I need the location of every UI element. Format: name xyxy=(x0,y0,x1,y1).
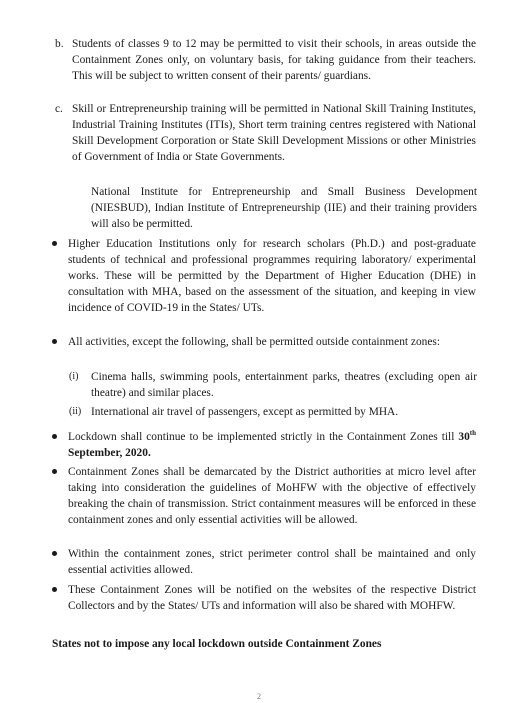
lockdown-date: 30th September, 2020. xyxy=(68,429,476,459)
bullet-text: Lockdown shall continue to be implemented strictly in the Containment Zones till xyxy=(68,431,459,443)
list-item-c xyxy=(55,101,476,165)
paragraph-niesbud xyxy=(91,184,477,232)
bullet-text: Within the containment zones, strict perimeter control shall be maintained and only essential activities allowed. xyxy=(68,548,476,576)
bullet-text: Higher Education Institutions only for research scholars (Ph.D.) and post-graduate students of technical and professional programmes requiring laboratory/ experimental works. These will be permitted by the Department of Higher Education (DHE) in consultation with MHA, based on the assessment of the situation, and keeping in view incidence of COVID-19 in the States/ UTs. xyxy=(68,238,476,314)
bullet-item xyxy=(68,546,476,578)
bullet-item xyxy=(68,334,476,350)
bullet-icon xyxy=(52,469,57,474)
list-item-text: Skill or Entrepreneurship training will be permitted in National Skill Training Institutes, Industrial Training Institutes (ITIs), Short term training centres registered with National Skill Development Corporation or State Skill Development Missions or other Ministries of Government of India or State Governments. xyxy=(72,103,476,163)
bullet-icon xyxy=(52,339,57,344)
bullet-icon xyxy=(52,241,57,246)
bullet-item xyxy=(68,236,476,316)
bullet-icon xyxy=(52,587,57,592)
bullet-text: Containment Zones shall be demarcated by the District authorities at micro level after taking into consideration the guidelines of MoHFW with the objective of effectively breaking the chain of transmission. Strict containment measures will be enforced in these containment zones and only essential activities will be allowed. xyxy=(68,466,476,526)
exception-text: Cinema halls, swimming pools, entertainment parks, theatres (excluding open air theatre) and similar places. xyxy=(91,371,477,399)
section-heading: States not to impose any local lockdown outside Containment Zones xyxy=(52,638,382,650)
exception-item xyxy=(69,404,477,420)
bullet-item xyxy=(68,464,476,528)
list-item-b xyxy=(55,36,476,84)
bullet-icon xyxy=(52,551,57,556)
bullet-text: These Containment Zones will be notified on the websites of the respective District Collectors and by the States/ UTs and information will also be shared with MOHFW. xyxy=(68,584,476,612)
bullet-item xyxy=(68,582,476,614)
list-marker: b. xyxy=(55,38,64,50)
exception-item xyxy=(69,369,477,401)
bullet-item-lockdown xyxy=(68,429,476,461)
roman-marker: (i) xyxy=(69,371,79,382)
paragraph-text: National Institute for Entrepreneurship and Small Business Development (NIESBUD), Indian Institute of Entrepreneurship (IIE) and their training providers will also be permitted. xyxy=(91,186,477,230)
bullet-icon xyxy=(52,434,57,439)
exception-text: International air travel of passengers, except as permitted by MHA. xyxy=(91,406,399,418)
page-number: 2 xyxy=(257,692,261,701)
list-item-text: Students of classes 9 to 12 may be permitted to visit their schools, in areas outside the Containment Zones only, on voluntary basis, for taking guidance from their teachers. This will be subject to written consent of their parents/ guardians. xyxy=(72,38,476,82)
roman-marker: (ii) xyxy=(69,406,82,417)
bullet-text: All activities, except the following, shall be permitted outside containment zones: xyxy=(68,336,440,348)
list-marker: c. xyxy=(55,103,63,115)
